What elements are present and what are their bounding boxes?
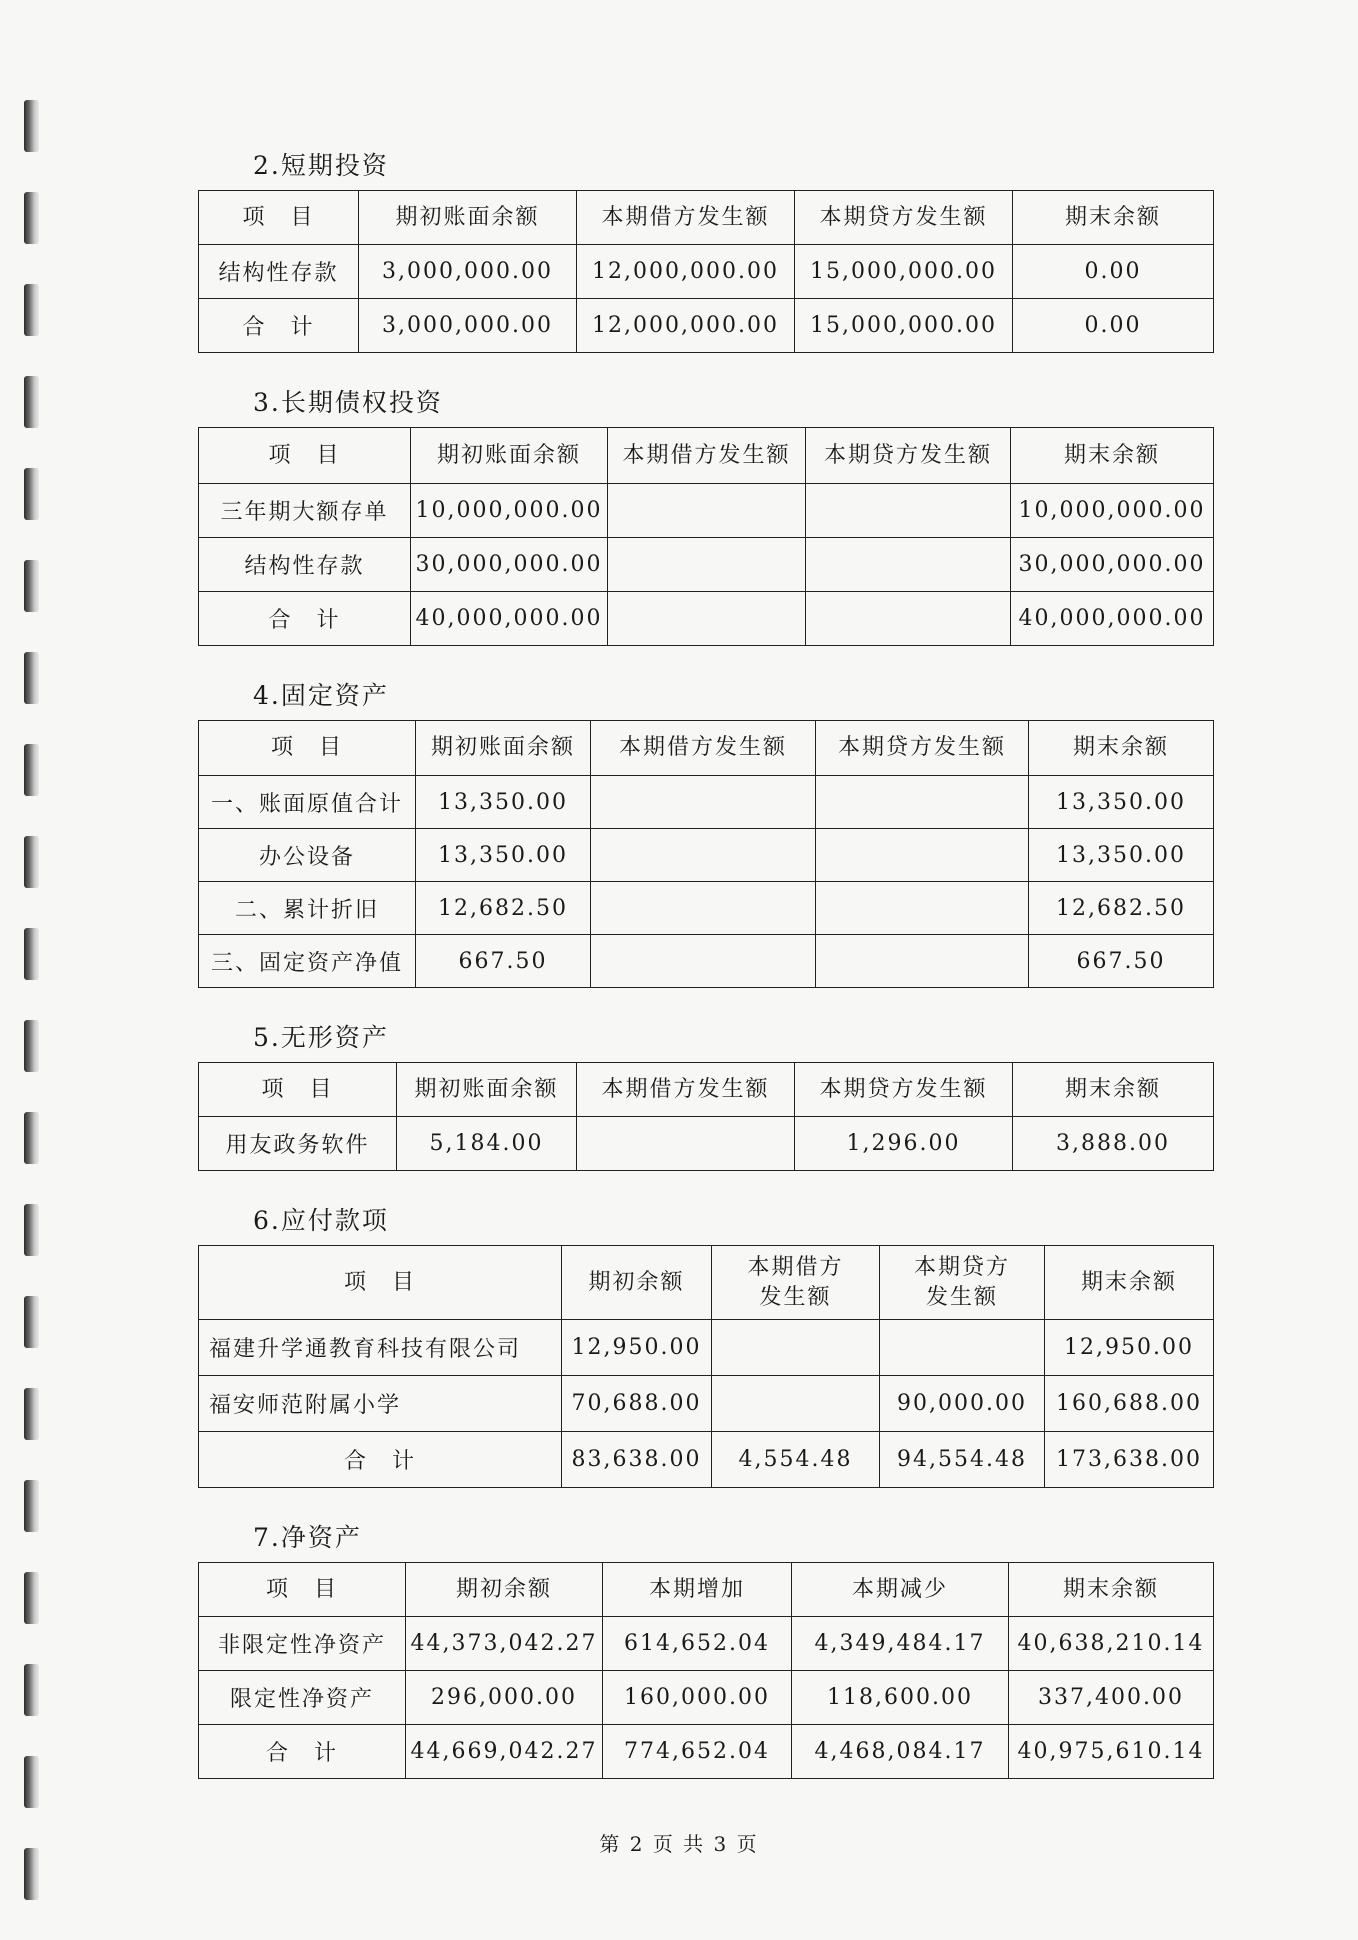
data-table [198,427,1214,646]
column-header: 期初账面余额 [397,1063,577,1117]
value-cell: 0.00 [1013,245,1214,299]
value-cell: 5,184.00 [397,1117,577,1171]
value-cell [816,776,1029,829]
value-cell [816,882,1029,935]
table-row [199,1617,1214,1671]
table-row [199,776,1214,829]
table-row [199,829,1214,882]
value-cell: 160,688.00 [1045,1376,1214,1432]
row-label-cell: 非限定性净资产 [199,1617,406,1671]
value-cell: 40,975,610.14 [1009,1725,1214,1779]
section-5 [198,1205,1213,1488]
value-cell: 13,350.00 [416,829,591,882]
value-cell: 30,000,000.00 [411,538,608,592]
row-label-cell: 福建升学通教育科技有限公司 [199,1320,562,1376]
value-cell [712,1320,880,1376]
value-cell: 4,349,484.17 [792,1617,1009,1671]
column-header: 项 目 [199,1246,562,1320]
value-cell: 90,000.00 [880,1376,1045,1432]
row-label-cell: 一、账面原值合计 [199,776,416,829]
header-row [199,191,1214,245]
section-1 [198,150,1213,353]
binding-hole [24,1204,39,1256]
binding-hole [24,192,39,244]
value-cell: 118,600.00 [792,1671,1009,1725]
table-row [199,935,1214,988]
value-cell: 667.50 [416,935,591,988]
value-cell: 13,350.00 [1029,829,1214,882]
value-cell: 3,888.00 [1013,1117,1214,1171]
section-title: 6.应付款项 [253,1206,389,1235]
column-header: 本期增加 [603,1563,792,1617]
binding-hole [24,928,39,980]
value-cell: 667.50 [1029,935,1214,988]
value-cell: 13,350.00 [416,776,591,829]
column-header: 本期借方发生额 [577,191,795,245]
column-header: 期末余额 [1029,721,1214,776]
row-label-cell: 用友政务软件 [199,1117,397,1171]
section-2 [198,387,1213,646]
column-header: 期末余额 [1009,1563,1214,1617]
binding-hole [24,836,39,888]
section-3 [198,680,1213,988]
binding-hole [24,744,39,796]
column-header: 项 目 [199,428,411,484]
value-cell [806,538,1011,592]
value-cell: 0.00 [1013,299,1214,353]
binding-hole [24,100,39,152]
column-header: 期末余额 [1045,1246,1214,1320]
column-header: 本期减少 [792,1563,1009,1617]
value-cell: 4,468,084.17 [792,1725,1009,1779]
page-footer: 第 2 页 共 3 页 [599,1832,759,1856]
row-label-cell: 结构性存款 [199,245,359,299]
value-cell: 70,688.00 [562,1376,712,1432]
table-row [199,484,1214,538]
value-cell: 337,400.00 [1009,1671,1214,1725]
column-header: 本期借方发生额 [577,1063,795,1117]
value-cell [591,829,816,882]
row-label-cell: 限定性净资产 [199,1671,406,1725]
binding-hole [24,1664,39,1716]
header-row [199,428,1214,484]
binding-hole [24,1020,39,1072]
table-row [199,592,1214,646]
table-row [199,538,1214,592]
value-cell [591,882,816,935]
header-row [199,1063,1214,1117]
value-cell: 3,000,000.00 [359,299,577,353]
value-cell [591,776,816,829]
column-header: 期初账面余额 [359,191,577,245]
value-cell: 12,682.50 [416,882,591,935]
value-cell: 12,000,000.00 [577,245,795,299]
value-cell: 10,000,000.00 [411,484,608,538]
table-row [199,1432,1214,1488]
section-title: 7.净资产 [253,1523,362,1552]
value-cell: 44,373,042.27 [406,1617,603,1671]
column-header: 本期贷方发生额 [795,1063,1013,1117]
value-cell [608,484,806,538]
binding-hole [24,652,39,704]
value-cell: 774,652.04 [603,1725,792,1779]
value-cell: 40,000,000.00 [1011,592,1214,646]
binding-hole [24,1480,39,1532]
value-cell [816,935,1029,988]
row-label-cell: 福安师范附属小学 [199,1376,562,1432]
table-row [199,1320,1214,1376]
value-cell [806,484,1011,538]
value-cell: 40,638,210.14 [1009,1617,1214,1671]
section-6 [198,1522,1213,1779]
column-header: 本期贷方发生额 [806,428,1011,484]
row-label-cell: 合 计 [199,299,359,353]
section-4 [198,1022,1213,1171]
data-table [198,1245,1214,1488]
row-label-cell: 合 计 [199,1725,406,1779]
column-header: 项 目 [199,721,416,776]
value-cell: 12,950.00 [562,1320,712,1376]
row-label-cell: 结构性存款 [199,538,411,592]
table-row [199,882,1214,935]
header-row [199,721,1214,776]
header-row [199,1563,1214,1617]
binding-hole [24,468,39,520]
column-header: 项 目 [199,191,359,245]
value-cell [712,1376,880,1432]
row-label-cell: 合 计 [199,592,411,646]
value-cell: 12,682.50 [1029,882,1214,935]
row-label-cell: 三、固定资产净值 [199,935,416,988]
value-cell: 160,000.00 [603,1671,792,1725]
row-label-cell: 三年期大额存单 [199,484,411,538]
row-label-cell: 办公设备 [199,829,416,882]
value-cell: 4,554.48 [712,1432,880,1488]
section-title: 4.固定资产 [253,681,389,710]
value-cell: 296,000.00 [406,1671,603,1725]
data-table [198,1562,1214,1779]
data-table [198,720,1214,988]
binding-hole [24,560,39,612]
document-body [198,150,1213,1813]
value-cell [806,592,1011,646]
value-cell: 30,000,000.00 [1011,538,1214,592]
column-header: 期初余额 [562,1246,712,1320]
table-row [199,1671,1214,1725]
value-cell [880,1320,1045,1376]
value-cell: 94,554.48 [880,1432,1045,1488]
binding-hole [24,1756,39,1808]
data-table [198,1062,1214,1171]
value-cell: 3,000,000.00 [359,245,577,299]
column-header: 本期贷方发生额 [816,721,1029,776]
section-title: 3.长期债权投资 [253,388,443,417]
column-header: 本期借方发生额 [608,428,806,484]
value-cell [608,538,806,592]
value-cell [591,935,816,988]
binding-hole [24,376,39,428]
value-cell: 173,638.00 [1045,1432,1214,1488]
value-cell: 12,000,000.00 [577,299,795,353]
column-header: 项 目 [199,1063,397,1117]
binding-hole [24,1572,39,1624]
value-cell: 15,000,000.00 [795,245,1013,299]
binding-holes [24,100,50,1940]
value-cell: 83,638.00 [562,1432,712,1488]
value-cell [577,1117,795,1171]
binding-hole [24,284,39,336]
column-header: 期末余额 [1013,191,1214,245]
value-cell [608,592,806,646]
value-cell: 15,000,000.00 [795,299,1013,353]
column-header: 期末余额 [1013,1063,1214,1117]
value-cell: 614,652.04 [603,1617,792,1671]
section-title: 5.无形资产 [253,1023,389,1052]
section-title: 2.短期投资 [253,151,389,180]
row-label-cell: 二、累计折旧 [199,882,416,935]
data-table [198,190,1214,353]
column-header: 期初账面余额 [411,428,608,484]
column-header: 期末余额 [1011,428,1214,484]
table-row [199,1376,1214,1432]
value-cell: 44,669,042.27 [406,1725,603,1779]
column-header: 期初余额 [406,1563,603,1617]
value-cell: 12,950.00 [1045,1320,1214,1376]
value-cell: 10,000,000.00 [1011,484,1214,538]
value-cell: 13,350.00 [1029,776,1214,829]
table-row [199,1117,1214,1171]
column-header: 本期借方发生额 [591,721,816,776]
binding-hole [24,1296,39,1348]
binding-hole [24,1112,39,1164]
column-header: 项 目 [199,1563,406,1617]
value-cell [816,829,1029,882]
value-cell: 1,296.00 [795,1117,1013,1171]
column-header: 期初账面余额 [416,721,591,776]
column-header: 本期贷方 发生额 [880,1246,1045,1320]
value-cell: 40,000,000.00 [411,592,608,646]
row-label-cell: 合 计 [199,1432,562,1488]
column-header: 本期贷方发生额 [795,191,1013,245]
table-row [199,245,1214,299]
table-row [199,299,1214,353]
header-row [199,1246,1214,1320]
binding-hole [24,1388,39,1440]
table-row [199,1725,1214,1779]
column-header: 本期借方 发生额 [712,1246,880,1320]
